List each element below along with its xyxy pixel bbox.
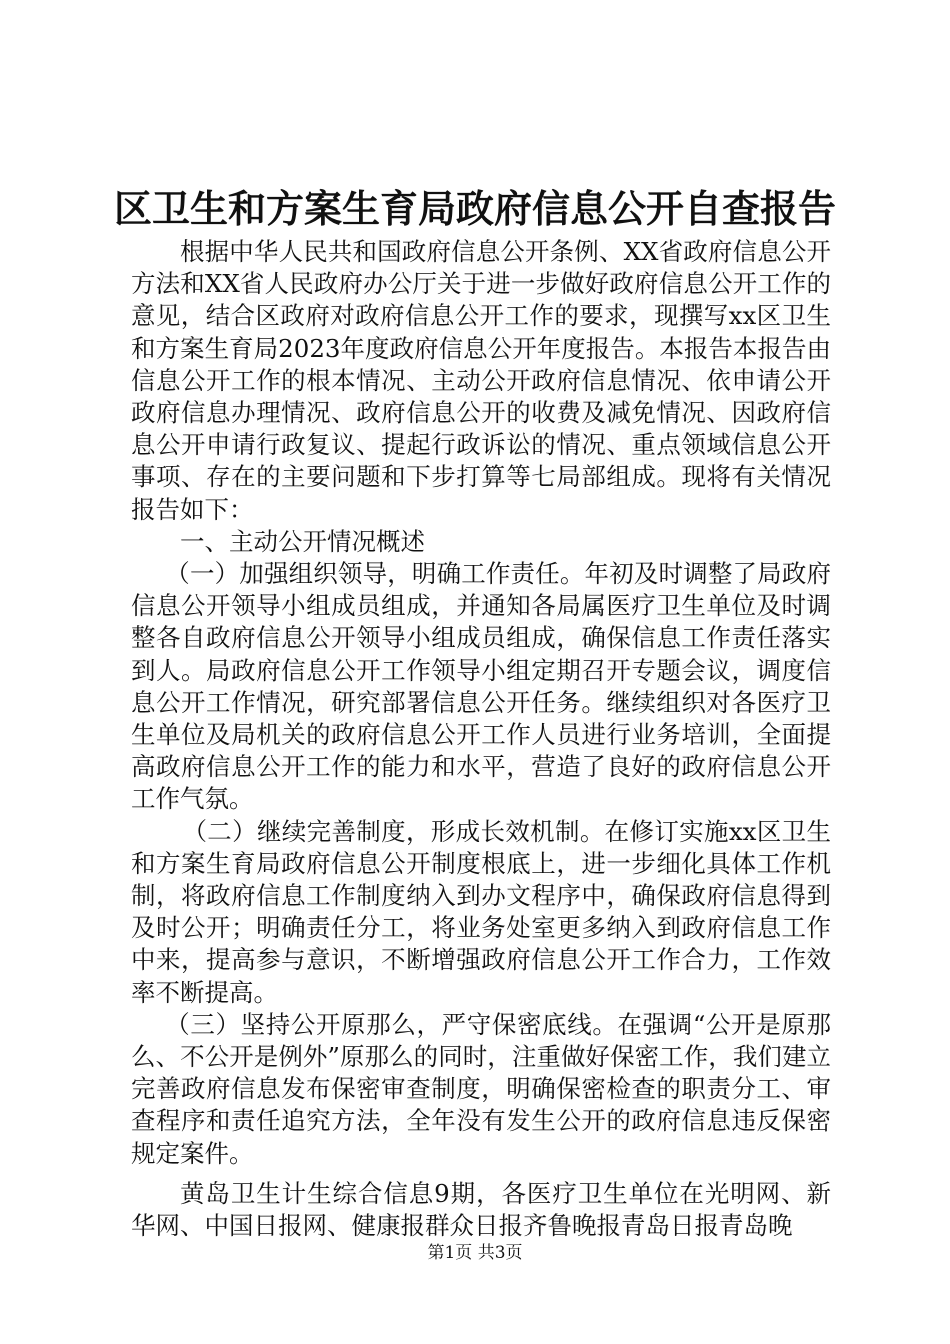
document-title: 区卫生和方案生育局政府信息公开自查报告 [113, 186, 836, 231]
subsection-paragraph-3: （三）坚持公开原那么，严守保密底线。在强调“公开是原那么、不公开是例外”原那么的同时，注重做好保密工作，我们建立完善政府信息发布保密审查制度，明确保密检查的职责分工、审查程序和责任追究方法，全年没有发生公开的政府信息违反保密规定案件。 [131, 1009, 831, 1168]
page-number-footer: 第1页 共3页 [427, 1243, 523, 1263]
subsection-paragraph-2: （二）继续完善制度，形成长效机制。在修订实施xx区卫生和方案生育局政府信息公开制度根底上，进一步细化具体工作机制，将政府信息工作制度纳入到办文程序中，确保政府信息得到及时公开；明确责任分工，将业务处室更多纳入到政府信息工作中来，提高参与意识，不断增强政府信息公开工作合力，工作效率不断提高。 [131, 816, 831, 1007]
intro-paragraph: 根据中华人民共和国政府信息公开条例、XX省政府信息公开方法和XX省人民政府办公厅关于进一步做好政府信息公开工作的意见，结合区政府对政府信息公开工作的要求，现撰写xx区卫生和方案生育局2023年度政府信息公开年度报告。本报告本报告由信息公开工作的根本情况、主动公开政府信息情况、依申请公开政府信息办理情况、政府信息公开的收费及减免情况、因政府信息公开申请行政复议、提起行政诉讼的情况、重点领域信息公开事项、存在的主要问题和下步打算等七局部组成。现将有关情况报告如下： [131, 237, 831, 524]
section-heading-1: 一、主动公开情况概述 [180, 526, 425, 556]
subsection-paragraph-1: （一）加强组织领导，明确工作责任。年初及时调整了局政府信息公开领导小组成员组成，并通知各局属医疗卫生单位及时调整各自政府信息公开领导小组成员组成，确保信息工作责任落实到人。局政府信息公开工作领导小组定期召开专题会议，调度信息公开工作情况，研究部署信息公开任务。继续组织对各医疗卫生单位及局机关的政府信息公开工作人员进行业务培训，全面提高政府信息公开工作的能力和水平，营造了良好的政府信息公开工作气氛。 [131, 559, 831, 814]
document-body [131, 236, 831, 1242]
continuation-paragraph: 黄岛卫生计生综合信息9期，各医疗卫生单位在光明网、新华网、中国日报网、健康报群众日报齐鲁晚报青岛日报青岛晚 [131, 1178, 831, 1241]
